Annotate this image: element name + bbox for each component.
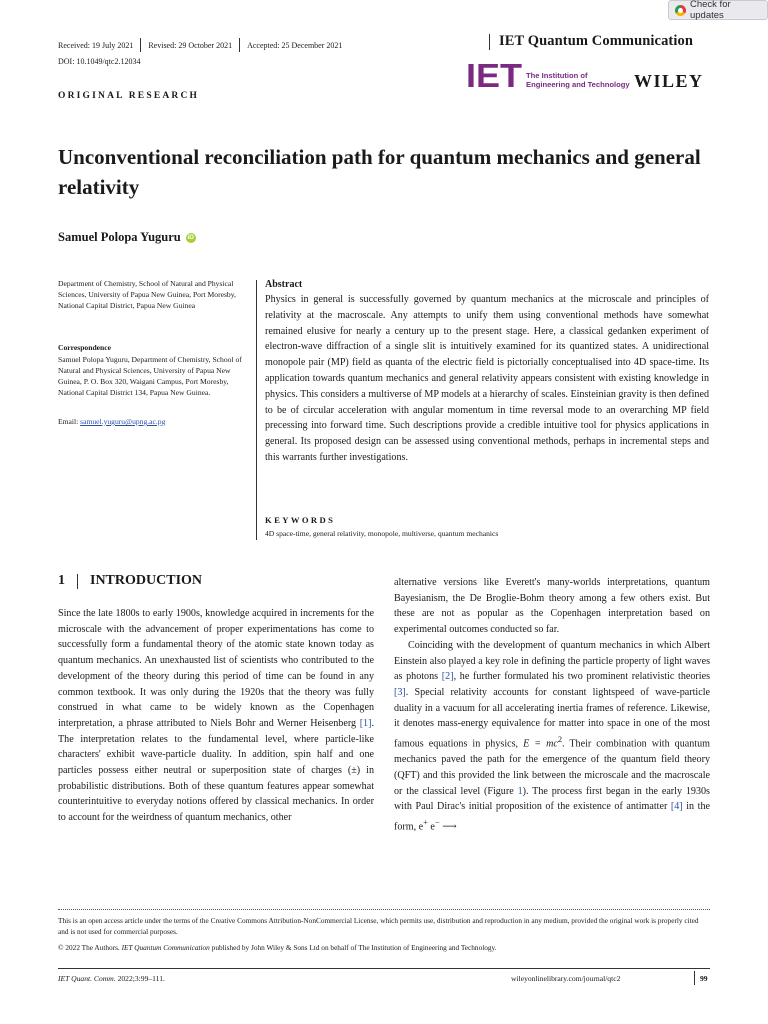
text-run: Since the late 1800s to early 1900s, knowledge acquired in increments for the microscale with the advancement of proper experimentations has come to successfully form a fundamental theory of the atomic state known today as quantum mechanics. An unexhausted list of scientists who contributed to the development of the theory during this period of time can be found in any common textbook. It was only during the 1920s that the theory was fully construed in what came to be widely known as the Copenhagen interpretation, a phrase attributed to Niels Bohr and Werner Heisenberg bbox=[58, 608, 374, 729]
text-run: Coinciding with the development of quantum mechanics in which Albert Einstein also played a key role in defining the particle property of light waves as photons bbox=[394, 639, 710, 683]
abstract-divider bbox=[256, 280, 257, 540]
text-run: , he further formulated his two prominent relativistic theories bbox=[453, 671, 711, 683]
text-run: e bbox=[427, 821, 435, 833]
equation-sup: 2 bbox=[557, 735, 563, 745]
figure-link[interactable]: 1 bbox=[517, 785, 523, 797]
text-run: published by John Wiley & Sons Ltd on behalf of The Institution of Engineering and Technology. bbox=[209, 943, 497, 952]
text-run: . Their combination with quantum mechanics paved the path for the emergence of the quantum field theory (QFT) and this provided the link between the microscale and the macroscale or the classical level (Figure bbox=[394, 738, 710, 797]
footer-separator bbox=[694, 971, 695, 985]
correspondence-heading: Correspondence bbox=[58, 343, 112, 352]
equation-rest: = mc bbox=[529, 738, 558, 750]
iet-logo bbox=[466, 60, 522, 90]
journal-url[interactable]: wileyonlinelibrary.com/journal/qtc2 bbox=[511, 974, 621, 983]
accepted-date: Accepted: 25 December 2021 bbox=[247, 40, 343, 50]
page-number: 99 bbox=[700, 974, 708, 983]
text-run: © 2022 The Authors. bbox=[58, 943, 122, 952]
paragraph bbox=[58, 606, 374, 826]
paragraph: alternative versions like Everett's many-worlds interpretations, quantum Bayesianism, the De Broglie-Bohm theory among a few others exist. But these are not as popular as the Copenhagen interpretation based on experimental outcomes conducted so far. bbox=[394, 577, 710, 636]
article-dates bbox=[58, 38, 342, 52]
author-line bbox=[58, 230, 196, 245]
date-divider bbox=[239, 38, 240, 52]
text-run: in the form, e bbox=[394, 801, 710, 833]
article-type: ORIGINAL RESEARCH bbox=[58, 91, 200, 101]
reference-link[interactable]: [4] bbox=[670, 801, 683, 813]
abstract-heading: Abstract bbox=[265, 279, 303, 290]
citation bbox=[58, 974, 165, 983]
body-column-left bbox=[58, 606, 374, 826]
keywords: 4D space-time, general relativity, monopole, multiverse, quantum mechanics bbox=[265, 529, 499, 538]
journal-title: IET Quantum Communication bbox=[499, 33, 693, 49]
article-title: Unconventional reconciliation path for quantum mechanics and general relativity bbox=[58, 145, 701, 199]
section-divider bbox=[77, 574, 78, 589]
footer-divider bbox=[58, 968, 710, 969]
affiliation: Department of Chemistry, School of Natural and Physical Sciences, University of Papua New Guinea, Port Moresby, National Capital District, Papua New Guinea bbox=[58, 279, 236, 310]
author-name[interactable]: Samuel Polopa Yuguru bbox=[58, 230, 181, 244]
text-run: . Special relativity accounts for constant lightspeed of wave-particle duality in a vacuum for all accelerating inertia frames of reference. Likewise, it denotes mass-energy equivalence for matter into space in one of the most famous equations in physics, bbox=[394, 686, 710, 750]
wiley-logo: WILEY bbox=[634, 71, 704, 91]
journal-divider bbox=[489, 34, 490, 50]
reference-link[interactable]: [1] bbox=[359, 717, 372, 729]
email-line bbox=[58, 417, 165, 426]
doi[interactable]: DOI: 10.1049/qtc2.12034 bbox=[58, 57, 141, 66]
keywords-heading: KEYWORDS bbox=[265, 515, 336, 525]
iet-institution-name bbox=[526, 71, 630, 89]
correspondence-address: Samuel Polopa Yuguru, Department of Chemistry, School of Natural and Physical Sciences, University of Papua New Guinea, P. O. Box 320, Waigani Campus, Port Moresby, National Capital District 134, Papua New Guinea. bbox=[58, 355, 242, 397]
received-date: Received: 19 July 2021 bbox=[58, 40, 134, 50]
copyright-note bbox=[58, 942, 710, 953]
body-column-right bbox=[394, 575, 710, 835]
crossmark-icon bbox=[675, 5, 686, 16]
section-heading bbox=[58, 573, 202, 589]
reference-link[interactable]: [2] bbox=[441, 671, 454, 683]
email-label: Email: bbox=[58, 417, 79, 426]
abstract-text: Physics in general is successfully governed by quantum mechanics at the microscale and principles of relativity at the macroscale. Any attempts to unify them using conventional methods have somewhat remained elusive for nearly a century up to the present stage. Here, a classical gedanken experiment of electron-wave diffraction of a single slit is intuitively examined for its quantized states. A unidirectional monopole pair (MP) field as quanta of the electric field is pictorially conceptualised into 4D space-time. Its application towards quantum mechanics and general relativity appears consistent with existing knowledge in physics. This considers a multiverse of MP models at a hierarchy of scales. Einsteinian gravity is then defined to be of circular acceleration with angular momentum in time reversal mode to an overarching MP field precessing into forward time. Such descriptions provide a credible intuitive tool for physics applications in general. Its proposed design can be assessed using conventional methods, perhaps in incremental steps and this warrants further investigations. bbox=[265, 294, 709, 463]
iet-line-2: Engineering and Technology bbox=[526, 80, 630, 89]
text-run: ). The process first began in the early 1930s with Paul Dirac's initial proposition of the existence of antimatter bbox=[394, 785, 710, 813]
text-run: . The interpretation relates to the fundamental level, where particle-like characters' exhibit wave-particle duality. In addition, spin half and one particles possess either neutral or superposition state of charges (±) in probabilistic distributions. Both of these quantum features appear somewhat counterintuitive to everyday notions offered by classical mechanics. In order to account for the weirdness of quantum mechanics, other bbox=[58, 717, 374, 824]
section-title: INTRODUCTION bbox=[90, 573, 203, 588]
section-number: 1 bbox=[58, 573, 65, 588]
charge-sup: + bbox=[423, 817, 428, 827]
iet-line-1: The Institution of bbox=[526, 71, 588, 80]
reference-link[interactable]: [3] bbox=[394, 686, 406, 698]
footnote-divider bbox=[58, 909, 710, 910]
email-link[interactable]: samuel.yuguru@upng.ac.pg bbox=[80, 417, 166, 426]
arrow-glyph: ⟶ bbox=[439, 821, 457, 833]
citation-journal: IET Quant. Comm. bbox=[58, 974, 116, 983]
check-updates-label: Check for updates bbox=[689, 0, 731, 21]
orcid-icon[interactable]: iD bbox=[187, 234, 194, 241]
date-divider bbox=[140, 38, 141, 52]
paragraph bbox=[394, 638, 710, 835]
citation-details: 2022;3:99–111. bbox=[115, 974, 165, 983]
check-for-updates-button[interactable] bbox=[668, 0, 768, 20]
iet-logo-text: IET bbox=[466, 60, 522, 90]
license-note: This is an open access article under the terms of the Creative Commons Attribution-NonCommercial License, which permits use, distribution and reproduction in any medium, provided the original work is properly cited and is not used for commercial purposes. bbox=[58, 916, 699, 936]
copyright-journal: IET Quantum Communication bbox=[121, 943, 210, 952]
charge-sup: − bbox=[434, 817, 440, 827]
revised-date: Revised: 29 October 2021 bbox=[148, 40, 233, 50]
equation-var: E bbox=[523, 738, 530, 750]
